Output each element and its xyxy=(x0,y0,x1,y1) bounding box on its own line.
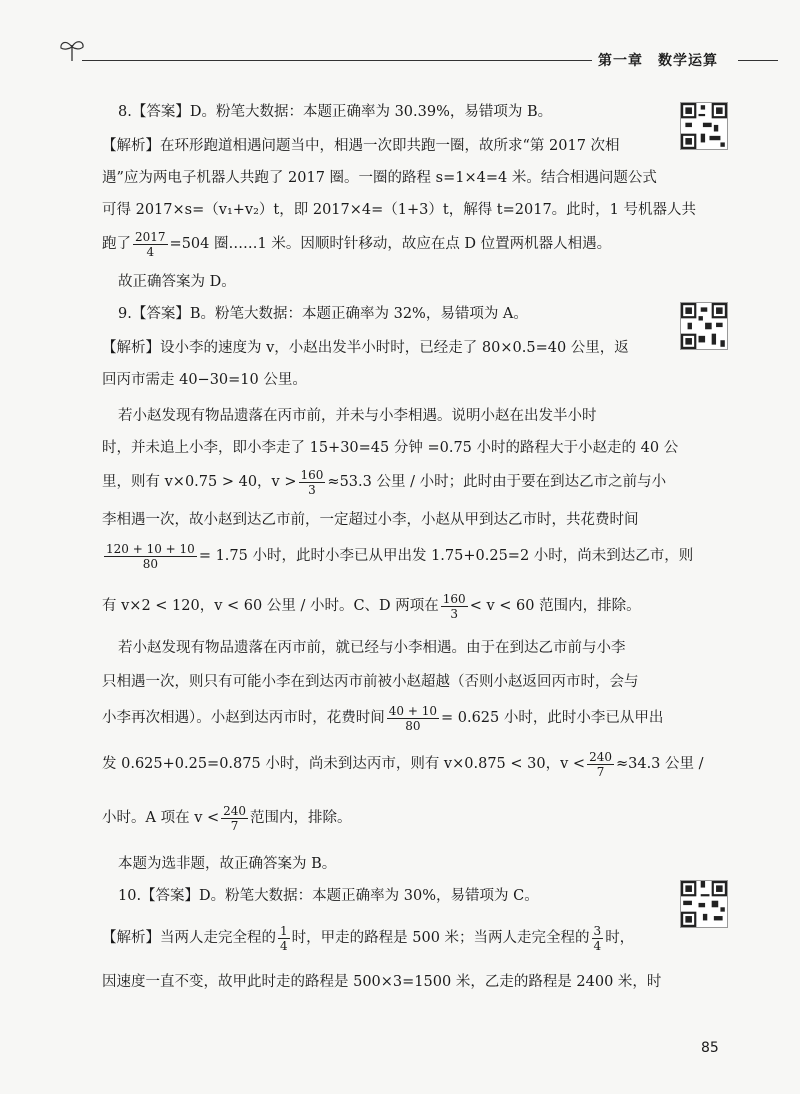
q9-p2-l3-post: ≈53.3 公里 / 小时；此时由于要在到达乙市之前与小 xyxy=(327,474,667,490)
q8-l4-post: =504 圈……1 米。因顺时针移动，故应在点 D 位置两机器人相遇。 xyxy=(169,236,612,252)
q9-p3-l4-pre: 发 0.625+0.25=0.875 小时，尚未到达丙市，则有 v×0.875 < 30，v < xyxy=(102,756,586,772)
q9-p2-l3-pre: 里，则有 v×0.75 > 40，v > xyxy=(102,474,297,490)
fraction: $\frac{240}{7}$ xyxy=(589,749,612,779)
q9-p3-l4-post: ≈34.3 公里 / xyxy=(615,756,704,772)
q9-answer-line: 9.【答案】B。粉笔大数据：本题正确率为 32%，易错项为 A。 xyxy=(118,306,528,322)
q9-p3-l3-post: = 0.625 小时，此时小李已从甲出 xyxy=(440,710,664,726)
q9-p2-line-2: 时，并未追上小李，即小李走了 15+30=45 分钟 =0.75 小时的路程大于小赵走的 40 公 xyxy=(102,440,679,456)
q9-p3-line-1: 若小赵发现有物品遗落在丙市前，就已经与小李相遇。由于在到达乙市前与小李 xyxy=(118,640,626,656)
q9-p2-line-5 xyxy=(102,540,694,572)
q9-p3-l5-pre: 小时。A 项在 v < xyxy=(102,810,220,826)
q8-analysis-line-3: 可得 2017×s=（v₁+v₂）t，即 2017×4=（1+3）t，解得 t=2017。此时，1 号机器人共 xyxy=(102,202,697,218)
q9-p3-line-3 xyxy=(102,702,662,734)
q9-p2-line-3 xyxy=(102,466,667,498)
q8-conclusion: 故正确答案为 D。 xyxy=(118,274,236,290)
page-number: 85 xyxy=(701,1040,719,1056)
q9-p3-l3-pre: 小李再次相遇）。小赵到达丙市时，花费时间 xyxy=(102,710,385,726)
q10-l1-mid: 时，甲走的路程是 500 米；当两人走完全程的 xyxy=(291,930,590,946)
chapter-title: 第一章 数学运算 xyxy=(598,53,718,69)
q8-analysis-line-1: 【解析】在环形跑道相遇问题当中，相遇一次即共跑一圈，故所求“第 2017 次相 xyxy=(102,138,620,154)
q9-p2-line-1: 若小赵发现有物品遗落在丙市前，并未与小李相遇。说明小赵在出发半小时 xyxy=(118,408,597,424)
q9-analysis-line-2: 回丙市需走 40−30=10 公里。 xyxy=(102,372,307,388)
q9-conclusion: 本题为选非题，故正确答案为 B。 xyxy=(118,856,337,872)
q9-p2-l6-pre: 有 v×2 < 120，v < 60 公里 / 小时。C、D 两项在 xyxy=(102,598,439,614)
q10-analysis-line-2: 因速度一直不变，故甲此时走的路程是 500×3=1500 米，乙走的路程是 2400 米，时 xyxy=(102,974,662,990)
header-rule-right xyxy=(738,60,778,61)
fraction: $\frac{1}{4}$ xyxy=(280,923,288,953)
q8-analysis-line-2: 遇”应为两电子机器人共跑了 2017 圈。一圈的路程 s=1×4=4 米。结合相遇问题公式 xyxy=(102,170,657,186)
q9-p2-l5-post: = 1.75 小时，此时小李已从甲出发 1.75+0.25=2 小时，尚未到达乙市，则 xyxy=(198,548,694,564)
fraction: $\frac{240}{7}$ xyxy=(223,803,247,833)
q10-answer-line: 10.【答案】D。粉笔大数据：本题正确率为 30%，易错项为 C。 xyxy=(118,888,539,904)
q9-p3-line-4 xyxy=(102,748,704,780)
fraction: $\frac{160}{3}$ xyxy=(442,591,466,621)
qr-code-icon[interactable] xyxy=(680,302,728,350)
fraction: $\frac{2017}{4}$ xyxy=(135,229,166,259)
fraction: $\frac{160}{3}$ xyxy=(300,467,324,497)
q9-p3-line-2: 只相遇一次，则只有可能小李在到达丙市前被小赵超越（否则小赵返回丙市时，会与 xyxy=(102,674,639,690)
fraction: $\frac{40 + 10}{80}$ xyxy=(388,703,437,733)
q9-p3-l5-post: 范围内，排除。 xyxy=(250,810,352,826)
q8-analysis-line-4 xyxy=(102,228,662,260)
q9-p2-line-4: 李相遇一次，故小赵到达乙市前，一定超过小李，小赵从甲到达乙市时，共花费时间 xyxy=(102,512,639,528)
q9-p3-line-5 xyxy=(102,802,662,834)
q10-analysis-line-1 xyxy=(102,922,662,954)
q10-l1-post: 时， xyxy=(605,930,635,946)
qr-code-icon[interactable] xyxy=(680,880,728,928)
q9-analysis-line-1: 【解析】设小李的速度为 v，小赵出发半小时时，已经走了 80×0.5=40 公里，返 xyxy=(102,340,629,356)
q9-p2-l6-post: < v < 60 范围内，排除。 xyxy=(469,598,641,614)
fraction: $\frac{3}{4}$ xyxy=(593,923,602,953)
qr-code-icon[interactable] xyxy=(680,102,728,150)
q8-l4-pre: 跑了 xyxy=(102,236,131,252)
q9-p2-line-6 xyxy=(102,590,662,622)
header-rule xyxy=(82,60,592,61)
fraction: $\frac{120 + 10 + 10}{80}$ xyxy=(106,541,195,571)
q10-l1-pre: 【解析】当两人走完全程的 xyxy=(102,930,276,946)
q8-answer-line: 8.【答案】D。粉笔大数据：本题正确率为 30.39%，易错项为 B。 xyxy=(118,104,553,120)
